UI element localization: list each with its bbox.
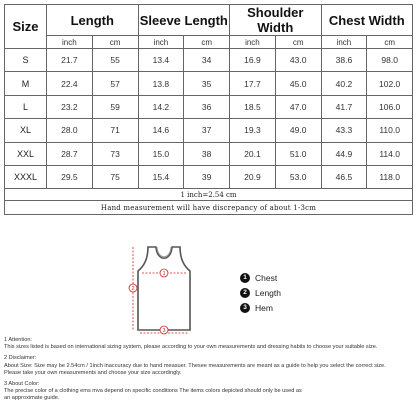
legend-number-badge: 3 xyxy=(240,303,250,313)
color-title: 3 About Color: xyxy=(4,381,40,388)
measurement-cell: 38.6 xyxy=(321,49,367,72)
measurement-cell: 35 xyxy=(184,72,230,95)
table-row xyxy=(5,165,413,188)
unit-cell: inch xyxy=(230,36,276,49)
measurement-cell: 57 xyxy=(92,72,138,95)
measurement-cell: 38 xyxy=(184,142,230,165)
measurement-cell: 51.0 xyxy=(275,142,321,165)
tank-top-outline xyxy=(138,247,190,330)
marker-3: 3 xyxy=(162,328,166,334)
legend-number-badge: 2 xyxy=(240,288,250,298)
measurement-cell: 22.4 xyxy=(47,72,93,95)
unit-cell: cm xyxy=(184,36,230,49)
legend-item-length xyxy=(240,285,281,300)
size-label-cell: L xyxy=(5,95,47,118)
measurement-cell: 21.7 xyxy=(47,49,93,72)
marker-2: 2 xyxy=(131,286,135,292)
size-chart-table xyxy=(4,4,413,215)
measurement-cell: 29.5 xyxy=(47,165,93,188)
table-row xyxy=(5,95,413,118)
measurement-cell: 114.0 xyxy=(367,142,413,165)
measurement-cell: 110.0 xyxy=(367,119,413,142)
size-label-cell: M xyxy=(5,72,47,95)
measurement-cell: 55 xyxy=(92,49,138,72)
measurement-cell: 49.0 xyxy=(275,119,321,142)
measurement-cell: 40.2 xyxy=(321,72,367,95)
size-label-cell: XXXL xyxy=(5,165,47,188)
measurement-cell: 106.0 xyxy=(367,95,413,118)
size-label-cell: XXL xyxy=(5,142,47,165)
measurement-cell: 16.9 xyxy=(230,49,276,72)
tank-top-illustration xyxy=(128,242,200,336)
measurement-cell: 47.0 xyxy=(275,95,321,118)
measurement-cell: 28.7 xyxy=(47,142,93,165)
conversion-note-row xyxy=(5,189,413,201)
measurement-cell: 44.9 xyxy=(321,142,367,165)
unit-cell: inch xyxy=(321,36,367,49)
unit-cell: cm xyxy=(275,36,321,49)
measurement-cell: 59 xyxy=(92,95,138,118)
measurement-cell: 75 xyxy=(92,165,138,188)
legend-label: Hem xyxy=(255,302,273,313)
unit-cell: inch xyxy=(138,36,184,49)
measurement-cell: 20.1 xyxy=(230,142,276,165)
header-length: Length xyxy=(47,5,139,36)
disclaimer-title: 2 Disclaimer: xyxy=(4,355,37,362)
measurement-cell: 13.4 xyxy=(138,49,184,72)
table-row xyxy=(5,72,413,95)
measurement-cell: 118.0 xyxy=(367,165,413,188)
measurement-cell: 18.5 xyxy=(230,95,276,118)
legend-item-chest xyxy=(240,270,281,285)
tank-top-diagram xyxy=(128,242,200,336)
unit-cell: inch xyxy=(47,36,93,49)
disclaimer-text: About Size: Size may be 2.54cm / 1inch inaccuracy due to hand measuer. Thesee measurements are meant as a guide to help you select the correct size. xyxy=(4,362,386,369)
table-row xyxy=(5,49,413,72)
table-row xyxy=(5,119,413,142)
units-row xyxy=(5,36,413,49)
legend-label: Length xyxy=(255,287,281,298)
color-text: The precise color of a clothing ems mva depend on specific conditions The items colors depicted should only be used as xyxy=(4,388,302,395)
measurement-cell: 14.2 xyxy=(138,95,184,118)
legend-number-badge: 1 xyxy=(240,273,250,283)
measurement-cell: 14.6 xyxy=(138,119,184,142)
measurement-cell: 13.8 xyxy=(138,72,184,95)
measurement-cell: 20.9 xyxy=(230,165,276,188)
measurement-cell: 43.0 xyxy=(275,49,321,72)
measurement-cell: 15.4 xyxy=(138,165,184,188)
unit-cell: cm xyxy=(367,36,413,49)
measurement-cell: 23.2 xyxy=(47,95,93,118)
measurement-cell: 36 xyxy=(184,95,230,118)
header-sleeve-length: Sleeve Length xyxy=(138,5,230,36)
measurement-cell: 98.0 xyxy=(367,49,413,72)
marker-1: 1 xyxy=(162,271,166,277)
header-size: Size xyxy=(5,5,47,49)
measurement-cell: 15.0 xyxy=(138,142,184,165)
measurement-cell: 37 xyxy=(184,119,230,142)
hand-measurement-note: Hand measurement will have discrepancy of about 1-3cm xyxy=(5,201,413,215)
size-label-cell: S xyxy=(5,49,47,72)
measurement-legend xyxy=(240,270,281,315)
measurement-cell: 45.0 xyxy=(275,72,321,95)
table-row xyxy=(5,142,413,165)
measurement-cell: 43.3 xyxy=(321,119,367,142)
notes-section xyxy=(4,337,412,403)
measurement-cell: 73 xyxy=(92,142,138,165)
conversion-note: 1 inch=2.54 cm xyxy=(5,189,413,201)
attention-title: 1 Attention: xyxy=(4,337,32,343)
measurement-cell: 34 xyxy=(184,49,230,72)
measurement-cell: 53.0 xyxy=(275,165,321,188)
unit-cell: cm xyxy=(92,36,138,49)
attention-text: This sizes listed is based on international sizing system, please according to your own measurements and dressing habits to choose your suitable size. xyxy=(4,344,378,351)
legend-item-hem xyxy=(240,300,281,315)
measurement-cell: 102.0 xyxy=(367,72,413,95)
measurement-cell: 46.5 xyxy=(321,165,367,188)
measurement-cell: 28.0 xyxy=(47,119,93,142)
size-label-cell: XL xyxy=(5,119,47,142)
disclaimer-text: Please take your own measurements and choose your size accordingly. xyxy=(4,369,182,376)
measurement-cell: 71 xyxy=(92,119,138,142)
legend-label: Chest xyxy=(255,272,278,283)
measurement-cell: 41.7 xyxy=(321,95,367,118)
hand-note-row xyxy=(5,201,413,215)
color-text: an approximate guide. xyxy=(4,395,60,402)
header-shoulder-width: Shoulder Width xyxy=(230,5,322,36)
header-row xyxy=(5,5,413,36)
measurement-cell: 17.7 xyxy=(230,72,276,95)
measurement-cell: 39 xyxy=(184,165,230,188)
header-chest-width: Chest Width xyxy=(321,5,413,36)
measurement-cell: 19.3 xyxy=(230,119,276,142)
